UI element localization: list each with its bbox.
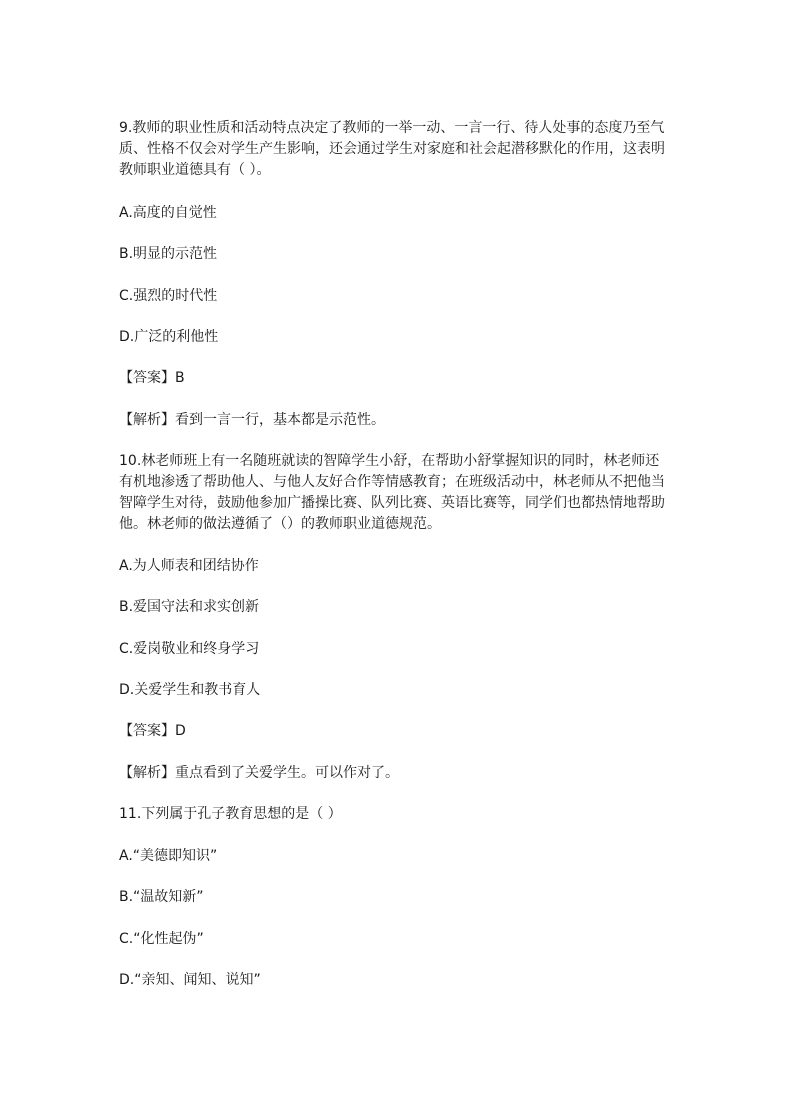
question-11-option-a: A.“美德即知识” bbox=[119, 848, 218, 864]
question-10-option-a: A.为人师表和团结协作 bbox=[119, 558, 259, 574]
question-9-stem: 9.教师的职业性质和活动特点决定了教师的一举一动、一言一行、待人处事的态度乃至气质、性格不仅会对学生产生影响，还会通过学生对家庭和社会起潜移默化的作用，这表明教师职业道德具有（ ）。 bbox=[119, 120, 665, 178]
question-9-option-b: B.明显的示范性 bbox=[119, 246, 218, 262]
question-9-analysis: 【解析】看到一言一行，基本都是示范性。 bbox=[119, 412, 385, 428]
question-10-option-d: D.关爱学生和教书育人 bbox=[119, 682, 261, 698]
question-9-option-d: D.广泛的利他性 bbox=[119, 329, 219, 345]
question-10-option-b: B.爱国守法和求实创新 bbox=[119, 599, 260, 615]
question-11-option-b: B.“温故知新” bbox=[119, 889, 204, 905]
question-11-stem: 11.下列属于孔子教育思想的是（ ） bbox=[119, 806, 342, 822]
question-9-option-c: C.强烈的时代性 bbox=[119, 288, 218, 304]
question-11-option-c: C.“化性起伪” bbox=[119, 931, 204, 947]
question-11-option-d: D.“亲知、闻知、说知” bbox=[119, 972, 261, 988]
question-10-analysis: 【解析】重点看到了关爱学生。可以作对了。 bbox=[119, 765, 399, 781]
question-9-answer: 【答案】B bbox=[119, 370, 185, 386]
question-10-stem: 10.林老师班上有一名随班就读的智障学生小舒，在帮助小舒掌握知识的同时，林老师还有机地渗透了帮助他人、与他人友好合作等情感教育；在班级活动中，林老师从不把他当智障学生对待，鼓励他参加广播操比赛、队列比赛、英语比赛等，同学们也都热情地帮助他。林老师的做法遵循了（）的教师职业道德规范。 bbox=[119, 453, 665, 532]
question-10-option-c: C.爱岗敬业和终身学习 bbox=[119, 641, 260, 657]
question-9-option-a: A.高度的自觉性 bbox=[119, 205, 217, 221]
question-10-answer: 【答案】D bbox=[119, 723, 186, 739]
